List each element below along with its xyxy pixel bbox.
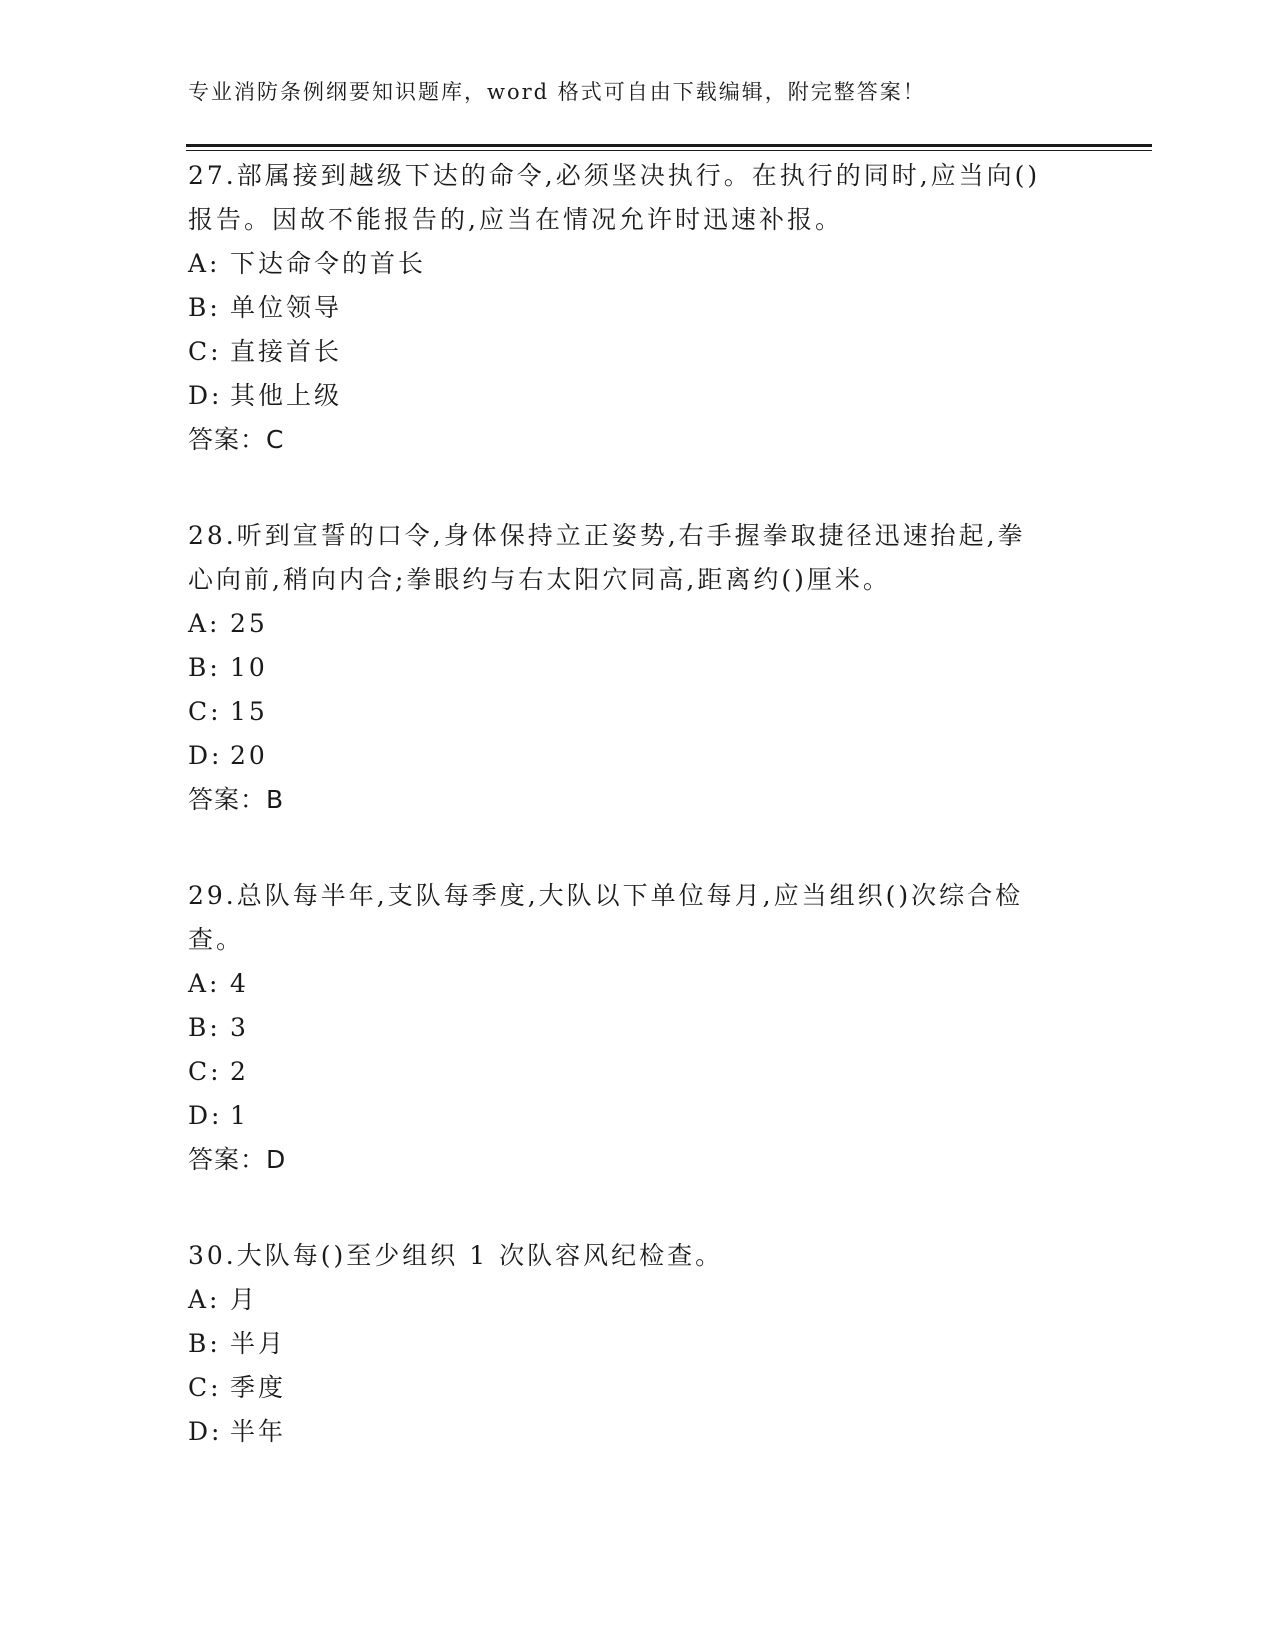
question-30-option-c: C: 季度 — [188, 1373, 287, 1402]
question-29-option-b: B: 3 — [188, 1013, 249, 1042]
question-29-option-c: C: 2 — [188, 1057, 249, 1086]
question-27-option-b: B: 单位领导 — [188, 293, 343, 322]
question-line: 29.总队每半年,支队每季度,大队以下单位每月,应当组织()次综合检 — [188, 881, 1024, 910]
header-rule-thin — [186, 150, 1152, 151]
question-line: 28.听到宣誓的口令,身体保持立正姿势,右手握拳取捷径迅速抬起,拳 — [188, 521, 1026, 550]
question-line: 30.大队每()至少组织 1 次队容风纪检查。 — [188, 1241, 724, 1270]
question-30-text — [188, 1234, 1088, 1278]
question-28-option-c: C: 15 — [188, 697, 268, 726]
question-27-text — [188, 154, 1088, 242]
question-30-option-a: A: 月 — [188, 1285, 259, 1314]
question-30-option-b: B: 半月 — [188, 1329, 287, 1358]
question-28-text — [188, 514, 1088, 602]
question-29-text — [188, 874, 1088, 962]
question-27-option-a: A: 下达命令的首长 — [188, 249, 427, 278]
question-line: 报告。因故不能报告的,应当在情况允许时迅速补报。 — [188, 205, 843, 234]
question-30-option-d: D: 半年 — [188, 1417, 287, 1446]
page-header: 专业消防条例纲要知识题库，word 格式可自由下载编辑，附完整答案！ — [188, 80, 926, 104]
question-28-answer: 答案：B — [188, 785, 285, 814]
header-rule-thick — [186, 144, 1152, 147]
question-27-option-d: D: 其他上级 — [188, 381, 343, 410]
question-27-answer: 答案：C — [188, 425, 285, 454]
question-28-option-b: B: 10 — [188, 653, 268, 682]
question-line: 心向前,稍向内合;拳眼约与右太阳穴同高,距离约()厘米。 — [188, 565, 891, 594]
question-27-option-c: C: 直接首长 — [188, 337, 343, 366]
question-29-option-a: A: 4 — [188, 969, 249, 998]
question-29-answer: 答案：D — [188, 1145, 287, 1174]
question-28-option-a: A: 25 — [188, 609, 268, 638]
question-29-option-d: D: 1 — [188, 1101, 249, 1130]
question-28-option-d: D: 20 — [188, 741, 268, 770]
question-line: 27.部属接到越级下达的命令,必须坚决执行。在执行的同时,应当向() — [188, 161, 1041, 190]
question-line: 查。 — [188, 925, 245, 954]
